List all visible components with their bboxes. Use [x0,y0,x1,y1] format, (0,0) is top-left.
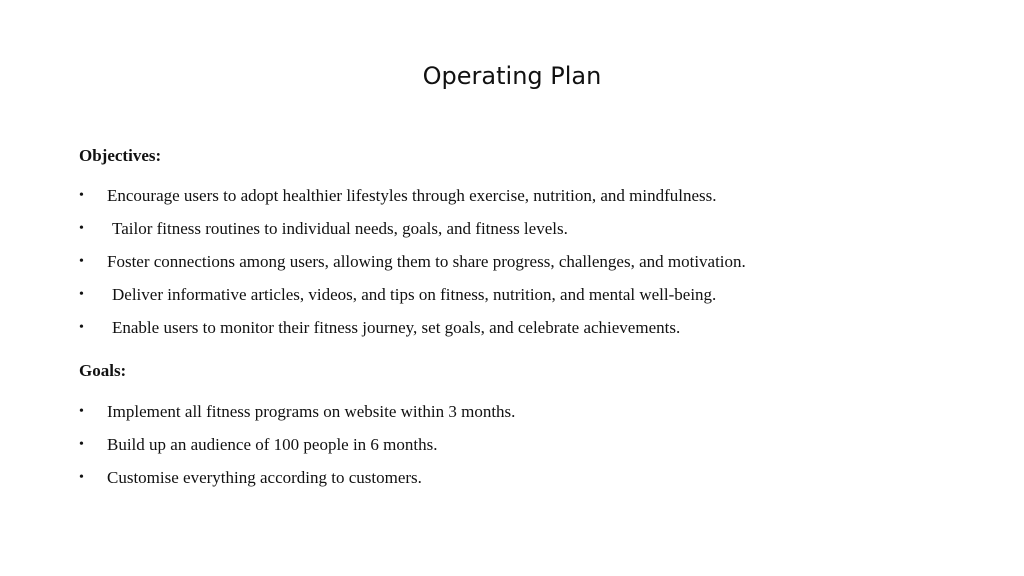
goal-text: Build up an audience of 100 people in 6 months. [107,435,438,454]
goal-text: Implement all fitness programs on website within 3 months. [107,402,516,421]
goals-heading: Goals: [79,361,127,380]
bullet-icon: • [79,221,84,236]
list-item [79,285,979,318]
list-item [79,186,979,219]
goal-text: Customise everything according to customers. [107,468,422,487]
bullet-icon: • [79,320,84,335]
bullet-icon: • [79,287,84,302]
list-item [79,252,979,285]
list-item [79,219,979,252]
bullet-icon: • [79,470,84,485]
list-item [79,402,979,435]
objective-text: Foster connections among users, allowing them to share progress, challenges, and motivation. [107,252,746,271]
list-item [79,318,979,351]
bullet-icon: • [79,254,84,269]
objective-text: Deliver informative articles, videos, and tips on fitness, nutrition, and mental well-being. [112,285,717,304]
bullet-icon: • [79,404,84,419]
objective-text: Encourage users to adopt healthier lifestyles through exercise, nutrition, and mindfulness. [107,186,717,205]
bullet-icon: • [79,188,84,203]
list-item [79,468,979,501]
goals-list [79,402,979,501]
slide-title: Operating Plan [422,62,602,90]
list-item [79,435,979,468]
objectives-list [79,186,979,351]
objectives-heading: Objectives: [79,146,162,165]
objective-text: Enable users to monitor their fitness journey, set goals, and celebrate achievements. [112,318,681,337]
objective-text: Tailor fitness routines to individual needs, goals, and fitness levels. [112,219,568,238]
bullet-icon: • [79,437,84,452]
